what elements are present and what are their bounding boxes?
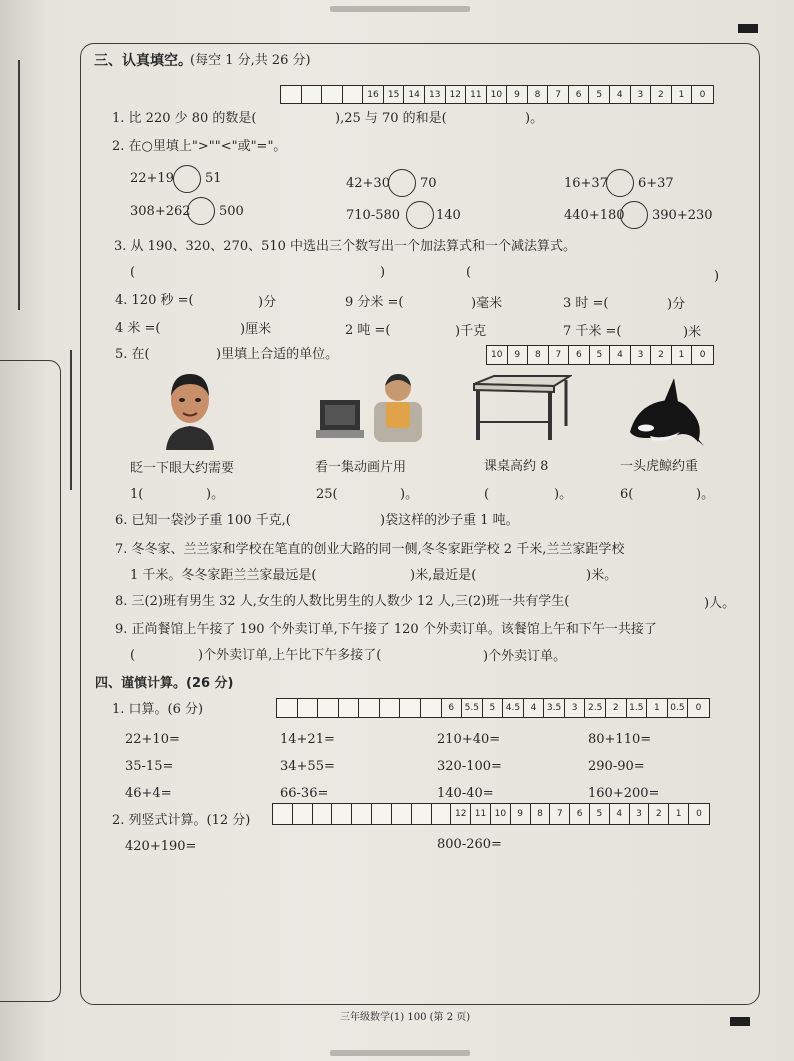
q5-caption: 眨一下眼大约需要 (130, 461, 235, 476)
score-cell: 1.5 (627, 699, 648, 717)
section-4-title: 四、谨慎计算。(26 分) (95, 676, 234, 691)
oral-item: 66-36= (280, 786, 329, 801)
score-cell: 1 (669, 804, 689, 824)
score-cell: 6 (569, 86, 590, 103)
score-cell (293, 804, 313, 824)
answer-circle[interactable] (606, 169, 634, 197)
vertical-calc-title: 2. 列竖式计算。(12 分) (112, 813, 251, 828)
score-cell (352, 804, 372, 824)
score-cell: 7 (548, 86, 569, 103)
q4-text: 4. 120 秒 =( (115, 293, 194, 308)
q5-title-a: 5. 在( (115, 347, 150, 362)
answer-circle[interactable] (406, 201, 434, 229)
q7-line-2a: 1 千米。冬冬家距兰兰家最远是( (130, 568, 317, 583)
score-cell (277, 699, 298, 717)
q2-right-expr: 500 (219, 204, 244, 219)
oral-item: 35-15= (125, 759, 174, 774)
q4-text: )千克 (455, 324, 487, 339)
q2-left-expr: 42+30 (346, 176, 390, 191)
score-cell: 12 (451, 804, 471, 824)
score-cell: 7 (550, 804, 570, 824)
orca-image (624, 376, 706, 448)
q2-left-expr: 440+180 (564, 208, 625, 223)
score-strip (280, 85, 714, 104)
score-cell (313, 804, 333, 824)
q2-right-expr: 140 (436, 208, 461, 223)
score-cell: 2 (649, 804, 669, 824)
score-cell: 10 (491, 804, 511, 824)
score-cell: 4.5 (503, 699, 524, 717)
q4-text: )分 (667, 297, 686, 312)
oral-item: 22+10= (125, 732, 180, 747)
score-cell: 11 (471, 804, 491, 824)
q4-text: 4 米 =( (115, 321, 161, 336)
section-3-score-note: (每空 1 分,共 26 分) (190, 53, 311, 68)
score-cell (339, 699, 360, 717)
score-cell (372, 804, 392, 824)
q5-answer-open: 25( (316, 487, 338, 502)
score-cell: 3.5 (544, 699, 565, 717)
score-cell (380, 699, 401, 717)
previous-page-edge (70, 350, 72, 490)
q9-line-2b: )个外卖订单,上午比下午多接了( (198, 648, 382, 663)
q8-part-b: )人。 (704, 596, 736, 611)
oral-item: 34+55= (280, 759, 335, 774)
desk-image (470, 374, 572, 444)
q4-text: 2 吨 =( (345, 323, 391, 338)
q9-line-1: 9. 正尚餐馆上午接了 190 个外卖订单,下午接了 120 个外卖订单。该餐馆上午和下午一共接了 (115, 622, 657, 637)
score-cell: 5 (483, 699, 504, 717)
score-cell (302, 86, 323, 103)
oral-item: 80+110= (588, 732, 652, 747)
q5-caption: 一头虎鲸约重 (620, 459, 699, 474)
score-cell: 2.5 (585, 699, 606, 717)
score-cell (322, 86, 343, 103)
registration-mark (738, 24, 758, 33)
q3-bracket-close: ) (380, 265, 386, 280)
q4-text: )毫米 (471, 296, 503, 311)
section-3-title: 三、认真填空。 (94, 53, 192, 69)
answer-circle[interactable] (620, 201, 648, 229)
q2-right-expr: 390+230 (652, 208, 713, 223)
q3-title: 3. 从 190、320、270、510 中选出三个数写出一个加法算式和一个减法算式。 (114, 239, 577, 254)
oral-item: 140-40= (437, 786, 494, 801)
score-cell: 6 (569, 346, 590, 364)
score-cell: 7 (549, 346, 570, 364)
q7-line-2b: )米,最近是( (410, 568, 477, 583)
q4-text: )米 (683, 325, 702, 340)
q5-answer-close: )。 (696, 487, 715, 502)
q5-caption: 课桌高约 8 (484, 459, 549, 474)
oral-item: 14+21= (280, 732, 335, 747)
score-cell: 4 (610, 86, 631, 103)
score-cell: 11 (466, 86, 487, 103)
score-cell (281, 86, 302, 103)
score-cell: 5 (590, 346, 611, 364)
q1-part-b: ),25 与 70 的和是( (335, 111, 447, 126)
vertical-calc-item: 420+190= (125, 839, 197, 854)
oral-title: 1. 口算。(6 分) (112, 702, 204, 717)
q3-bracket-open: ( (130, 265, 136, 280)
score-cell: 14 (404, 86, 425, 103)
score-cell: 9 (511, 804, 531, 824)
score-cell (432, 804, 452, 824)
q2-left-expr: 16+37 (564, 176, 608, 191)
oral-item: 160+200= (588, 786, 660, 801)
page-footer: 三年级数学(1) 100 (第 2 页) (340, 1012, 471, 1023)
score-cell: 1 (672, 346, 693, 364)
previous-page-frame (0, 360, 61, 1002)
score-cell (421, 699, 442, 717)
score-cell: 1 (672, 86, 693, 103)
registration-mark (730, 1017, 750, 1026)
vertical-calc-item: 800-260= (437, 837, 502, 852)
q8-part-a: 8. 三(2)班有男生 32 人,女生的人数比男生的人数少 12 人,三(2)班一共有学生( (115, 594, 570, 609)
score-cell (343, 86, 364, 103)
score-cell (412, 804, 432, 824)
score-cell: 1 (647, 699, 668, 717)
oral-item: 46+4= (125, 786, 172, 801)
q5-caption: 看一集动画片用 (315, 460, 407, 475)
score-cell: 2 (651, 346, 672, 364)
q2-left-expr: 22+19 (130, 171, 174, 186)
score-cell (273, 804, 293, 824)
q6-part-b: )袋这样的沙子重 1 吨。 (380, 513, 519, 528)
q5-answer-close: )。 (206, 487, 225, 502)
score-cell: 0 (696, 809, 702, 819)
score-cell: 3 (631, 86, 652, 103)
score-cell: 8 (531, 804, 551, 824)
q9-line-2c: )个外卖订单。 (483, 649, 567, 664)
score-cell (359, 699, 380, 717)
q4-text: )厘米 (240, 322, 272, 337)
score-cell: 9 (508, 346, 529, 364)
top-print-note (330, 6, 470, 12)
score-cell: 9 (507, 86, 528, 103)
score-cell: 2 (651, 86, 672, 103)
previous-page-edge (18, 60, 20, 310)
score-cell: 6 (570, 804, 590, 824)
score-cell: 3 (565, 699, 586, 717)
score-cell: 16 (363, 86, 384, 103)
score-cell: 2 (606, 699, 627, 717)
q1-part-c: )。 (525, 111, 544, 126)
q5-answer-open: ( (484, 487, 490, 502)
q5-answer-open: 6( (620, 487, 634, 502)
oral-item: 210+40= (437, 732, 501, 747)
score-cell: 4 (610, 346, 631, 364)
q7-line-2c: )米。 (586, 568, 618, 583)
q4-text: 9 分米 =( (345, 295, 404, 310)
oral-item: 290-90= (588, 759, 645, 774)
score-cell: 0 (699, 350, 706, 360)
q5-answer-open: 1( (130, 487, 144, 502)
score-cell: 10 (487, 346, 508, 364)
score-cell: 0.5 (668, 699, 689, 717)
q2-right-expr: 70 (420, 176, 437, 191)
score-cell: 12 (446, 86, 467, 103)
answer-circle[interactable] (173, 165, 201, 193)
score-cell: 15 (384, 86, 405, 103)
score-cell (332, 804, 352, 824)
q4-text: 7 千米 =( (563, 324, 622, 339)
answer-circle[interactable] (187, 197, 215, 225)
q5-answer-close: )。 (400, 487, 419, 502)
q2-left-expr: 710-580 (346, 208, 401, 223)
child-watching-tv-image (316, 372, 426, 444)
score-strip (272, 803, 710, 825)
q7-line-1: 7. 冬冬家、兰兰家和学校在笔直的创业大路的同一侧,冬冬家距学校 2 千米,兰兰家距学校 (115, 542, 625, 557)
score-cell (392, 804, 412, 824)
score-cell (318, 699, 339, 717)
answer-circle[interactable] (388, 169, 416, 197)
child-face-image (160, 368, 220, 450)
q3-bracket-close: ) (714, 269, 720, 284)
score-cell: 5 (589, 86, 610, 103)
q4-text: )分 (258, 295, 277, 310)
score-cell: 5.5 (462, 699, 483, 717)
q4-text: 3 时 =( (563, 296, 609, 311)
score-cell: 3 (631, 346, 652, 364)
score-strip (486, 345, 714, 365)
q3-bracket-open: ( (466, 265, 472, 280)
q9-line-2a: ( (130, 648, 136, 663)
score-cell: 5 (590, 804, 610, 824)
q2-right-expr: 51 (205, 171, 222, 186)
score-cell: 4 (610, 804, 630, 824)
score-cell (298, 699, 319, 717)
score-cell: 8 (528, 86, 549, 103)
oral-item: 320-100= (437, 759, 502, 774)
score-cell: 3 (630, 804, 650, 824)
score-cell: 6 (442, 699, 463, 717)
q5-title-b: )里填上合适的单位。 (216, 347, 339, 362)
q2-right-expr: 6+37 (638, 176, 674, 191)
score-cell: 10 (487, 86, 508, 103)
score-cell: 4 (524, 699, 545, 717)
q6-part-a: 6. 已知一袋沙子重 100 千克,( (115, 513, 291, 528)
score-strip (276, 698, 710, 718)
score-cell: 0 (695, 703, 702, 713)
q5-answer-close: )。 (554, 487, 573, 502)
score-cell (400, 699, 421, 717)
score-cell: 13 (425, 86, 446, 103)
q2-title: 2. 在○里填上">""<"或"="。 (112, 139, 287, 154)
score-cell: 8 (528, 346, 549, 364)
q2-left-expr: 308+262 (130, 204, 191, 219)
q1-part-a: 1. 比 220 少 80 的数是( (112, 111, 257, 126)
score-cell: 0 (699, 89, 706, 100)
bottom-print-note (330, 1050, 470, 1056)
